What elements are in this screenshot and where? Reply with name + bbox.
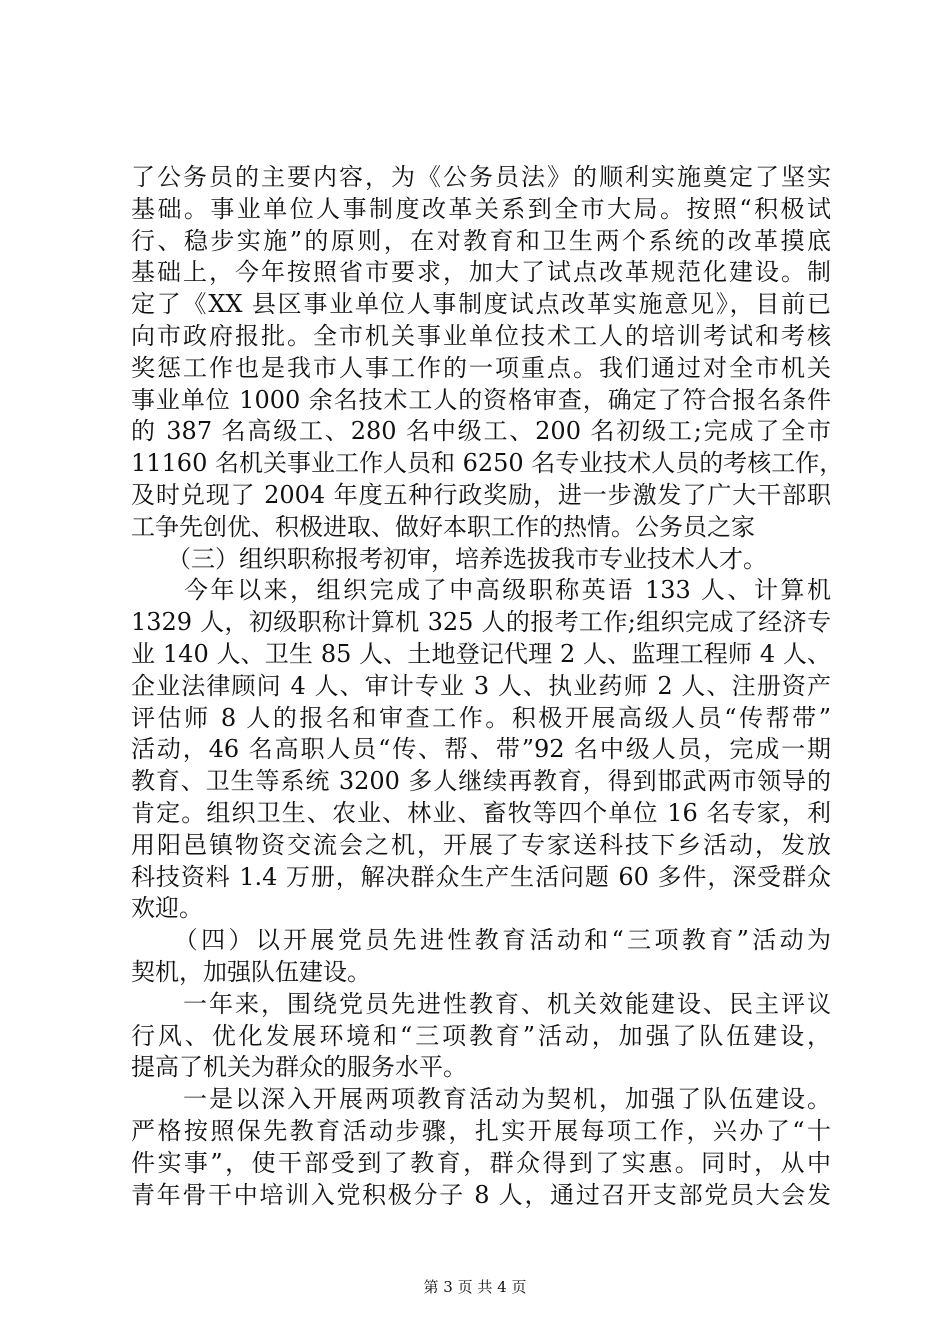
text-line: （四）以开展党员先进性教育活动和“三项教育”活动为	[131, 926, 831, 955]
text-line: 事业单位 1000 余名技术工人的资格审查，确定了符合报名条件	[131, 385, 831, 414]
text-line: 行、稳步实施”的原则，在对教育和卫生两个系统的改革摸底	[131, 226, 831, 255]
text-line: 科技资料 1.4 万册，解决群众生产生活问题 60 多件，深受群众	[131, 862, 831, 891]
text-line: 活动，46 名高职人员“传、帮、带”92 名中级人员，完成一期	[131, 735, 831, 764]
body-text	[131, 162, 844, 1211]
text-line: 工争先创优、积极进取、做好本职工作的热情。公务员之家	[131, 512, 755, 541]
text-line: 业 140 人、卫生 85 人、土地登记代理 2 人、监理工程师 4 人、	[131, 639, 831, 668]
text-line: 行风、优化发展环境和“三项教育”活动，加强了队伍建设，	[131, 1021, 831, 1050]
text-line: 及时兑现了 2004 年度五种行政奖励，进一步激发了广大干部职	[131, 480, 831, 509]
text-line: 一年来，围绕党员先进性教育、机关效能建设、民主评议	[131, 989, 831, 1018]
text-line: 欢迎。	[131, 894, 203, 923]
text-line: 件实事”，使干部受到了教育，群众得到了实惠。同时，从中	[131, 1148, 831, 1177]
text-line: 定了《XX 县区事业单位人事制度试点改革实施意见》，目前已	[131, 290, 831, 319]
text-line: 提高了机关为群众的服务水平。	[131, 1053, 467, 1082]
text-line: 评估师 8 人的报名和审查工作。积极开展高级人员“传帮带”	[131, 703, 831, 732]
text-line: 教育、卫生等系统 3200 多人继续再教育，得到邯武两市领导的	[131, 767, 831, 796]
text-line: 一是以深入开展两项教育活动为契机，加强了队伍建设。	[131, 1085, 831, 1114]
text-line: 基础。事业单位人事制度改革关系到全市大局。按照“积极试	[131, 194, 831, 223]
text-line: 的 387 名高级工、280 名中级工、200 名初级工;完成了全市	[131, 417, 831, 446]
text-line: 青年骨干中培训入党积极分子 8 人，通过召开支部党员大会发	[131, 1180, 831, 1209]
text-line: 用阳邑镇物资交流会之机，开展了专家送科技下乡活动，发放	[131, 830, 831, 859]
text-line: （三）组织职称报考初审，培养选拔我市专业技术人才。	[131, 544, 767, 573]
page-footer: 第 3 页 共 4 页	[423, 1278, 527, 1296]
text-line: 严格按照保先教育活动步骤，扎实开展每项工作，兴办了“十	[131, 1116, 831, 1145]
text-line: 奖惩工作也是我市人事工作的一项重点。我们通过对全市机关	[131, 353, 831, 382]
text-line: 基础上，今年按照省市要求，加大了试点改革规范化建设。制	[131, 258, 831, 287]
text-line: 向市政府报批。全市机关事业单位技术工人的培训考试和考核	[131, 321, 831, 350]
text-line: 契机，加强队伍建设。	[131, 957, 371, 986]
text-line: 11160 名机关事业工作人员和 6250 名专业技术人员的考核工作，	[131, 449, 844, 478]
text-line: 今年以来，组织完成了中高级职称英语 133 人、计算机	[131, 576, 831, 605]
text-line: 企业法律顾问 4 人、审计专业 3 人、执业药师 2 人、注册资产	[131, 671, 831, 700]
text-line: 1329 人，初级职称计算机 325 人的报考工作;组织完成了经济专	[131, 608, 831, 637]
text-line: 了公务员的主要内容，为《公务员法》的顺利实施奠定了坚实	[131, 163, 831, 191]
text-line: 肯定。组织卫生、农业、林业、畜牧等四个单位 16 名专家，利	[131, 798, 831, 827]
